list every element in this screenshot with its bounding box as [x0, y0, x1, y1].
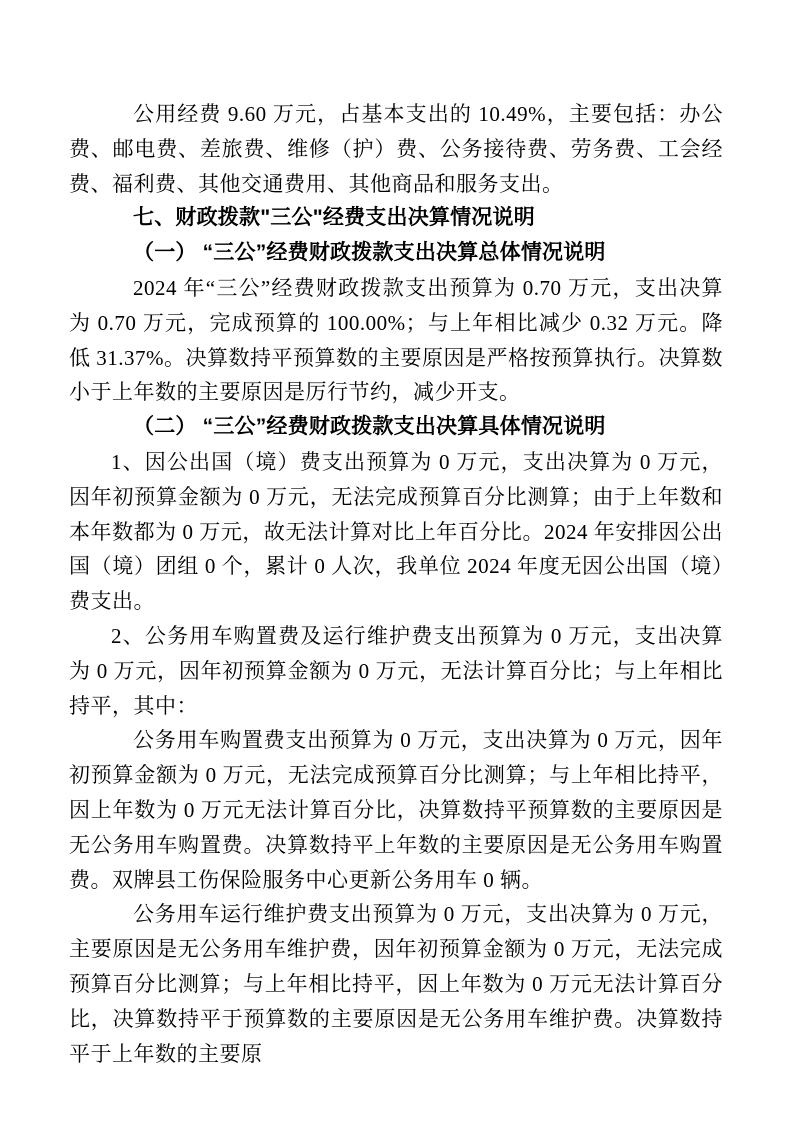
heading-subsection-one: （一） “三公”经费财政拨款支出决算总体情况说明: [133, 241, 606, 265]
paragraph-vehicle-purchase: 公务用车购置费支出预算为 0 万元，支出决算为 0 万元，因年初预算金额为 0 万元，无法完成预算百分比测算；与上年相比持平，因上年数为 0 万元无法计算百分比，决算数持平预算数的主要原因是无公务用车购置费。决算数持平上年数的主要原因是无公务用车购置费。双牌县工伤保险服务中心更新公务用车 0 辆。: [69, 728, 723, 892]
heading-subsection-two: （二） “三公”经费财政拨款支出决算具体情况说明: [133, 415, 606, 439]
paragraph-item-2-official-vehicles: 2、公务用车购置费及运行维护费支出预算为 0 万元，支出决算为 0 万元，因年初预算金额为 0 万元，无法计算百分比；与上年相比持平，其中：: [69, 623, 723, 718]
paragraph-item-1-overseas-trips: 1、因公出国（境）费支出预算为 0 万元，支出决算为 0 万元，因年初预算金额为 0 万元，无法完成预算百分比测算；由于上年数和本年数都为 0 万元，故无法计算对比上年百分比。2024 年安排因公出国（境）团组 0 个，累计 0 人次，我单位 2024 年度无因公出国（境）费支出。: [69, 449, 723, 614]
paragraph-sangong-overall: 2024 年“三公”经费财政拨款支出预算为 0.70 万元，支出决算为 0.70 万元，完成预算的 100.00%；与上年相比减少 0.32 万元。降低 31.37%。决算数持平预算数的主要原因是严格按预算执行。决算数小于上年数的主要原因是厉行节约，减少开支。: [69, 275, 723, 405]
heading-section-seven: 七、财政拨款"三公"经费支出决算情况说明: [133, 206, 535, 230]
paragraph-public-funds-summary: 公用经费 9.60 万元，占基本支出的 10.49%，主要包括：办公费、邮电费、差旅费、维修（护）费、公务接待费、劳务费、工会经费、福利费、其他交通费用、其他商品和服务支出。: [69, 102, 723, 196]
paragraph-vehicle-maintenance: 公务用车运行维护费支出预算为 0 万元，支出决算为 0 万元，主要原因是无公务用车维护费，因年初预算金额为 0 万元，无法完成预算百分比测算；与上年相比持平，因上年数为 0 万元无法计算百分比，决算数持平于预算数的主要原因是无公务用车维护费。决算数持平于上年数的主要原: [69, 902, 723, 1066]
